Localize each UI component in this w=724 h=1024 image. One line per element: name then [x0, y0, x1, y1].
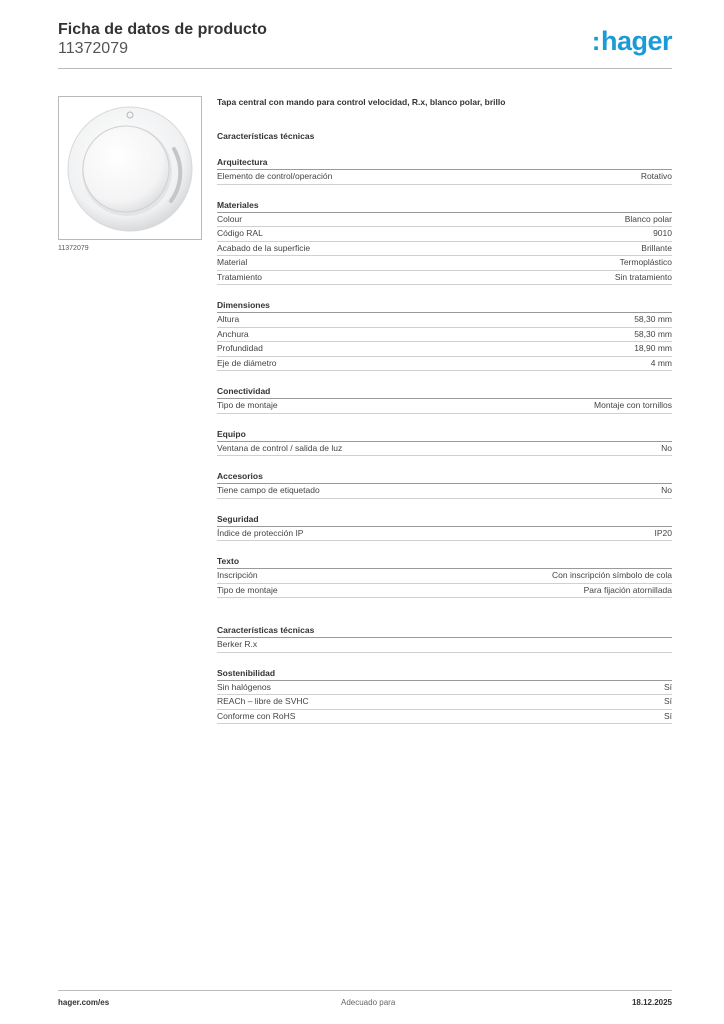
- product-number: 11372079: [58, 40, 128, 57]
- footer-divider: [58, 990, 672, 991]
- spec-value: Para fijación atornillada: [583, 584, 672, 595]
- spec-group: [217, 470, 672, 499]
- spec-group: [217, 199, 672, 286]
- spec-row: [217, 442, 672, 457]
- spec-group: [217, 299, 672, 371]
- spec-row: [217, 710, 672, 725]
- spec-label: Anchura: [217, 328, 249, 339]
- spec-value: Blanco polar: [624, 213, 672, 224]
- spec-group-title: Accesorios: [217, 470, 672, 484]
- spec-group: [217, 385, 672, 414]
- footer-date: 18.12.2025: [631, 998, 672, 1007]
- spec-label: Profundidad: [217, 343, 263, 353]
- spec-value: 58,30 mm: [634, 314, 672, 324]
- spec-label: REACh – libre de SVHC: [217, 696, 309, 706]
- spec-label: Elemento de control/operación: [217, 171, 333, 181]
- spec-group: [217, 513, 672, 542]
- spec-value: Sin tratamiento: [614, 271, 672, 282]
- logo-text: hager: [600, 26, 672, 56]
- page-header: [58, 20, 672, 58]
- spec-label: Ventana de control / salida de luz: [217, 442, 343, 453]
- spec-label: Conforme con RoHS: [217, 710, 296, 721]
- spec-groups: [217, 156, 672, 598]
- spec-group-title: Materiales: [217, 199, 672, 213]
- sustainability-group: [217, 667, 672, 725]
- spec-label: Índice de protección IP: [217, 527, 304, 538]
- features-title: Características técnicas: [217, 624, 672, 638]
- spec-value: IP20: [654, 527, 672, 538]
- spec-group-title: Seguridad: [217, 513, 672, 527]
- spec-row: [217, 681, 672, 696]
- spec-value: 9010: [653, 228, 672, 238]
- spec-row: [217, 242, 672, 257]
- spec-group-title: Conectividad: [217, 385, 672, 399]
- rotary-knob-illustration: [59, 97, 201, 239]
- spec-label: Tratamiento: [217, 271, 263, 282]
- product-image: [58, 96, 202, 240]
- spec-label: Tipo de montaje: [217, 400, 278, 410]
- spec-row: [217, 584, 672, 599]
- spec-value: 18,90 mm: [634, 343, 672, 353]
- spec-row: [217, 695, 672, 710]
- spec-content: [217, 96, 672, 724]
- spec-row: [217, 256, 672, 271]
- spec-row: [217, 569, 672, 584]
- spec-row: [217, 313, 672, 328]
- section-title: Características técnicas: [217, 131, 315, 141]
- product-description: Tapa central con mando para control velocidad, R.x, blanco polar, brillo: [217, 97, 506, 107]
- spec-row: [217, 484, 672, 499]
- header-divider: [58, 68, 672, 69]
- spec-label: Tipo de montaje: [217, 584, 278, 595]
- page-title: Ficha de datos de producto: [58, 21, 267, 38]
- spec-row: [217, 342, 672, 357]
- spec-value: Rotativo: [640, 171, 672, 181]
- image-caption: 11372079: [58, 245, 89, 252]
- spec-label: Colour: [217, 213, 243, 224]
- footer-suitable-for: Adecuado para: [341, 998, 396, 1007]
- spec-value: 4 mm: [650, 357, 672, 368]
- hager-logo: :hager: [591, 26, 672, 56]
- spec-row: [217, 399, 672, 414]
- spec-value: Sí: [663, 696, 672, 706]
- spec-row: [217, 357, 672, 372]
- spec-value: Montaje con tornillos: [594, 400, 672, 410]
- spec-group: [217, 156, 672, 185]
- footer-website[interactable]: hager.com/es: [58, 998, 110, 1007]
- spec-label: Altura: [217, 314, 240, 324]
- features-group: [217, 624, 672, 653]
- spec-value: Termoplástico: [619, 257, 672, 267]
- spec-label: Acabado de la superficie: [217, 242, 311, 253]
- spec-value: Sí: [663, 681, 672, 692]
- spec-value: 58,30 mm: [634, 328, 672, 339]
- spec-group-title: Texto: [217, 555, 672, 569]
- spec-group: [217, 428, 672, 457]
- spec-value: Brillante: [641, 242, 672, 253]
- spec-label: Eje de diámetro: [217, 357, 277, 368]
- spec-label: Inscripción: [217, 570, 258, 580]
- spec-label: Tiene campo de etiquetado: [217, 485, 320, 495]
- spec-group-title: Equipo: [217, 428, 672, 442]
- spec-row: [217, 170, 672, 185]
- sustainability-title: Sostenibilidad: [217, 667, 672, 681]
- spec-row: [217, 527, 672, 542]
- spec-value: Con inscripción símbolo de cola: [551, 570, 672, 580]
- spec-value: Sí: [663, 710, 672, 721]
- spec-label: Berker R.x: [217, 639, 258, 649]
- spec-row: [217, 271, 672, 286]
- spec-label: Material: [217, 257, 248, 267]
- spec-group-title: Arquitectura: [217, 156, 672, 170]
- spec-group-title: Dimensiones: [217, 299, 672, 313]
- spec-row: [217, 227, 672, 242]
- spec-row: [217, 638, 672, 653]
- spec-value: No: [661, 442, 672, 453]
- spec-label: Código RAL: [217, 228, 263, 238]
- spec-row: [217, 328, 672, 343]
- spec-row: [217, 213, 672, 228]
- spec-group: [217, 555, 672, 598]
- spec-value: No: [661, 485, 672, 495]
- spec-label: Sin halógenos: [217, 681, 271, 692]
